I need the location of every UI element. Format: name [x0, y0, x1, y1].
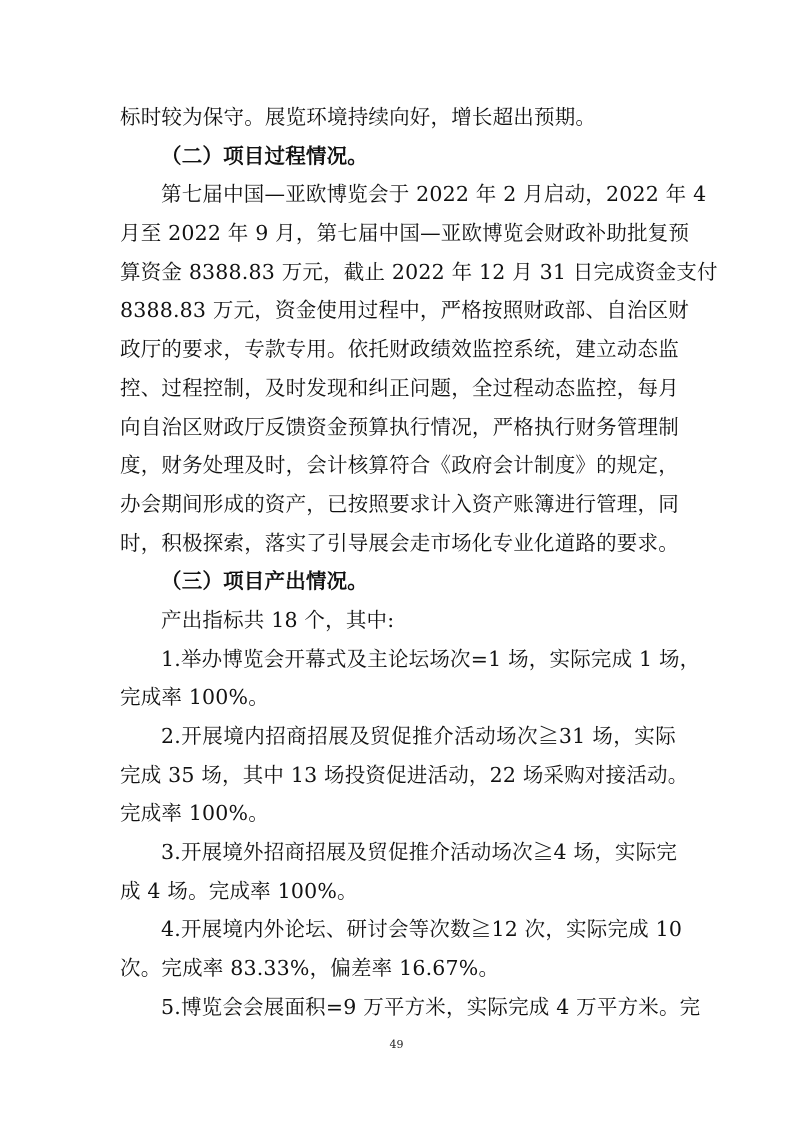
list-item-line: 5.博览会会展面积=9 万平方米，实际完成 4 万平方米。完 [161, 994, 701, 1019]
page-number: 49 [389, 1038, 404, 1051]
paragraph-line: 时，积极探索，落实了引导展会走市场化专业化道路的要求。 [120, 530, 679, 555]
paragraph-line: 产出指标共 18 个，其中: [161, 607, 395, 632]
paragraph-line: 月至 2022 年 9 月，第七届中国—亚欧博览会财政补助批复预 [120, 221, 690, 246]
paragraph-line: 标时较为保守。展览环境持续向好，增长超出预期。 [120, 105, 597, 129]
list-item-line: 3.开展境外招商招展及贸促推介活动场次≧4 场，实际完 [161, 840, 678, 865]
list-item-line: 次。完成率 83.33%，偏差率 16.67%。 [120, 956, 500, 981]
paragraph-line: 度，财务处理及时，会计核算符合《政府会计制度》的规定， [120, 453, 679, 478]
list-item-line: 2.开展境内招商招展及贸促推介活动场次≧31 场，实际 [161, 724, 676, 748]
paragraph-line: 办会期间形成的资产，已按照要求计入资产账簿进行管理，同 [120, 491, 679, 516]
paragraph-line: 向自治区财政厅反馈资金预算执行情况，严格执行财务管理制 [120, 414, 679, 439]
paragraph-line: 算资金 8388.83 万元，截止 2022 年 12 月 31 日完成资金支付 [120, 259, 718, 284]
list-item-line: 4.开展境内外论坛、研讨会等次数≧12 次，实际完成 10 [161, 917, 683, 942]
section-heading-output: （三）项目产出情况。 [161, 569, 368, 594]
list-item-line: 完成率 100%。 [120, 801, 269, 826]
list-item-line: 完成率 100%。 [120, 685, 269, 710]
document-body [120, 98, 718, 1027]
list-item-line: 完成 35 场，其中 13 场投资促进活动，22 场采购对接活动。 [120, 762, 689, 787]
list-item-line: 1.举办博览会开幕式及主论坛场次=1 场，实际完成 1 场， [161, 646, 701, 671]
section-heading-process: （二）项目过程情况。 [161, 143, 368, 168]
paragraph-line: 政厅的要求，专款专用。依托财政绩效监控系统，建立动态监 [120, 337, 679, 362]
paragraph-line: 第七届中国—亚欧博览会于 2022 年 2 月启动，2022 年 4 [161, 182, 707, 207]
list-item-line: 成 4 场。完成率 100%。 [120, 878, 358, 903]
paragraph-line: 控、过程控制，及时发现和纠正问题，全过程动态监控，每月 [120, 375, 679, 400]
paragraph-line: 8388.83 万元，资金使用过程中，严格按照财政部、自治区财 [120, 298, 689, 323]
